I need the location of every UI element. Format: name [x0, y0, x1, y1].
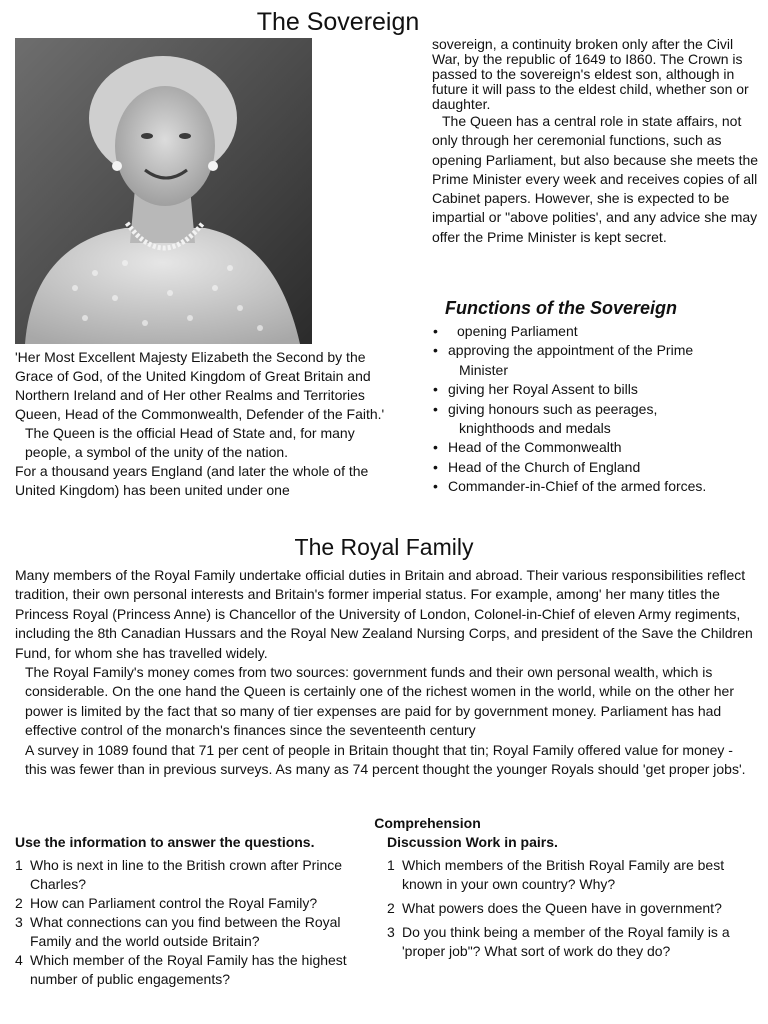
question-item: 3 What connections can you find between the Royal Family and the world outside Britain? [15, 914, 341, 949]
bullet-icon: • [433, 439, 438, 456]
bullet-icon: • [433, 458, 438, 475]
function-item: • giving honours such as peerages, knighthoods and medals [433, 400, 658, 437]
function-item: • Head of the Church of England [433, 458, 763, 477]
questions-heading: Use the information to answer the questions. [15, 834, 315, 850]
comprehension-questions [15, 856, 385, 989]
bullet-icon: • [433, 400, 438, 417]
survey-paragraph: A survey in 1089 found that 71 per cent of people in Britain thought that tin; Royal Family offered value for money - this was fewer than in previous surveys. As many as 74 percent thought the younger Royals should 'get proper jobs'. [25, 741, 746, 778]
money-paragraph: The Royal Family's money comes from two sources: government funds and their own personal wealth, which is considerable. On the one hand the Queen is certainly one of the richest women in the world, while on the other her power is limited by the fact that so many of tier expenses are paid for by government money. Parliament has had effective control of the monarch's finances since the seventeenth century [25, 664, 734, 739]
title-quote: 'Her Most Excellent Majesty Elizabeth the Second by the Grace of God, of the United Kingdom of Great Britain and Northern Ireland and of Her other Realms and Territories Queen, Head of the Commonwealth, Defender of the Faith.' [15, 349, 385, 422]
function-item: • opening Parliament [433, 322, 763, 341]
question-item: 1 Who is next in line to the British crown after Prince Charles? [15, 857, 343, 892]
functions-list [433, 322, 763, 497]
discussion-heading: Discussion Work in pairs. [387, 834, 558, 850]
function-item: • approving the appointment of the Prime Minister [433, 342, 694, 378]
sovereign-right-text [432, 37, 762, 247]
head-of-state-paragraph: The Queen is the official Head of State and, for many people, a symbol of the unity of the nation. [25, 425, 355, 460]
function-item: • Commander-in-Chief of the armed forces. [433, 477, 763, 496]
bullet-icon: • [433, 342, 438, 359]
thousand-years-paragraph: For a thousand years England (and later the whole of the United Kingdom) has been united under one [15, 463, 369, 498]
question-item: 2 How can Parliament control the Royal Family? [15, 895, 318, 911]
sovereign-left-text [15, 348, 385, 500]
continuity-paragraph: sovereign, a continuity broken only after the Civil War, by the republic of 1649 to I860. The Crown is passed to the sovereign's eldest son, although in future it will pass to the eldest child, whether son or daughter. [432, 36, 749, 112]
central-role-paragraph: The Queen has a central role in state affairs, not only through her ceremonial functions, such as opening Parliament, but also because she meets the Prime Minister every week and receives copies of all Cabinet papers. However, she is expected to be impartial or "above polities', and any advice she may offer the Prime Minister is kept secret. [432, 113, 759, 245]
bullet-icon: • [433, 478, 438, 495]
royal-family-text [15, 566, 757, 779]
royal-family-title: The Royal Family [294, 534, 474, 560]
page-title: The Sovereign [256, 8, 420, 36]
question-item: 3 Do you think being a member of the Royal family is a 'proper job"? What sort of work do they do? [387, 924, 730, 959]
function-item: • Head of the Commonwealth [433, 438, 763, 457]
comprehension-heading: Comprehension [374, 815, 481, 831]
queen-portrait-photo [15, 38, 312, 344]
bullet-icon: • [433, 323, 438, 339]
bullet-icon: • [433, 381, 438, 398]
question-item: 4 Which member of the Royal Family has the highest number of public engagements? [15, 952, 347, 987]
functions-heading: Functions of the Sovereign [445, 298, 678, 318]
duties-paragraph: Many members of the Royal Family undertake official duties in Britain and abroad. Their various responsibilities reflect tradition, their own personal interests and Britain's former imperial status. For example, among' her many titles the Princess Royal (Princess Anne) is Chancellor of the University of London, Colonel-in-Chief of eleven Army regiments, including the 8th Canadian Hussars and the Royal New Zealand Nursing Corps, and president of the Save the Children Fund, for whom she has travelled widely. [15, 567, 753, 661]
question-item: 1 Which members of the British Royal Family are best known in your own country? Why? [387, 857, 725, 892]
discussion-questions [387, 856, 757, 966]
question-item: 2 What powers does the Queen have in government? [387, 900, 722, 916]
function-item: • giving her Royal Assent to bills [433, 380, 763, 399]
